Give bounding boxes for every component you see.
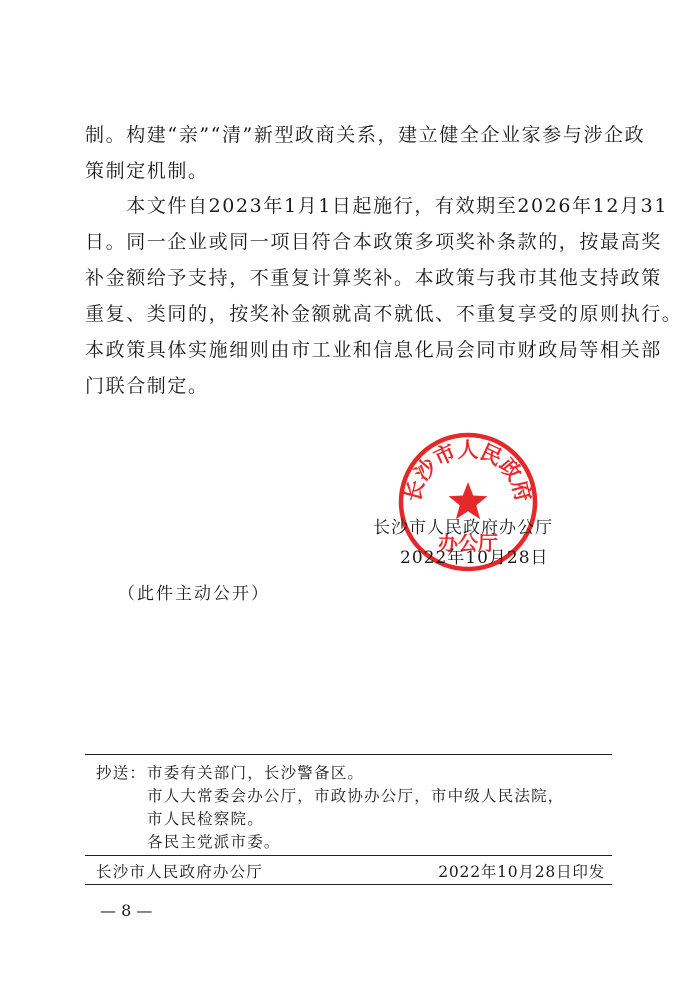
paragraph-line: 制。构建“亲”“清”新型政商关系，建立健全企业家参与涉企政 (85, 124, 646, 146)
cc-label: 抄送： (96, 764, 147, 782)
page-number: — 8 — (100, 901, 153, 920)
seal-bottom-text: 办公厅 (438, 531, 498, 555)
cc-recipient-line: 市人民检察院。 (147, 810, 264, 828)
footer-rule-bottom (85, 884, 612, 885)
paragraph-line: 本政策具体实施细则由市工业和信息化局会同市财政局等相关部 (85, 339, 662, 361)
footer-rule-top (85, 754, 612, 755)
paragraph-1 (85, 117, 646, 189)
paragraph-line: 本文件自2023年1月1日起施行，有效期至2026年12月31 (85, 195, 669, 217)
cc-recipient-line: 各民主党派市委。 (147, 833, 281, 851)
signature-date: 2022年10月28日 (400, 548, 549, 568)
paragraph-line: 策制定机制。 (85, 160, 209, 182)
cc-recipient-line: 市人大常委会办公厅，市政协办公厅，市中级人民法院， (147, 787, 565, 805)
paragraph-line: 重复、类同的，按奖补金额就高不就低、不重复享受的原则执行。 (85, 303, 683, 325)
paragraph-2 (85, 188, 683, 404)
print-date: 2022年10月28日印发 (438, 863, 605, 881)
footer-rule-middle (85, 855, 612, 856)
cc-recipient-line: 市委有关部门，长沙警备区。 (147, 764, 365, 782)
paragraph-line: 日。同一企业或同一项目符合本政策多项奖补条款的，按最高奖 (85, 231, 662, 253)
paragraph-line: 补金额给予支持，不重复计算奖补。本政策与我市其他支持政策 (85, 267, 662, 289)
paragraph-line: 门联合制定。 (85, 375, 209, 397)
seal-arc-text: 长沙市人民政府 (400, 437, 536, 505)
signature-organization: 长沙市人民政府办公厅 (373, 518, 553, 538)
issuing-office: 长沙市人民政府办公厅 (96, 863, 264, 881)
public-disclosure-note: （此件主动公开） (118, 584, 270, 604)
